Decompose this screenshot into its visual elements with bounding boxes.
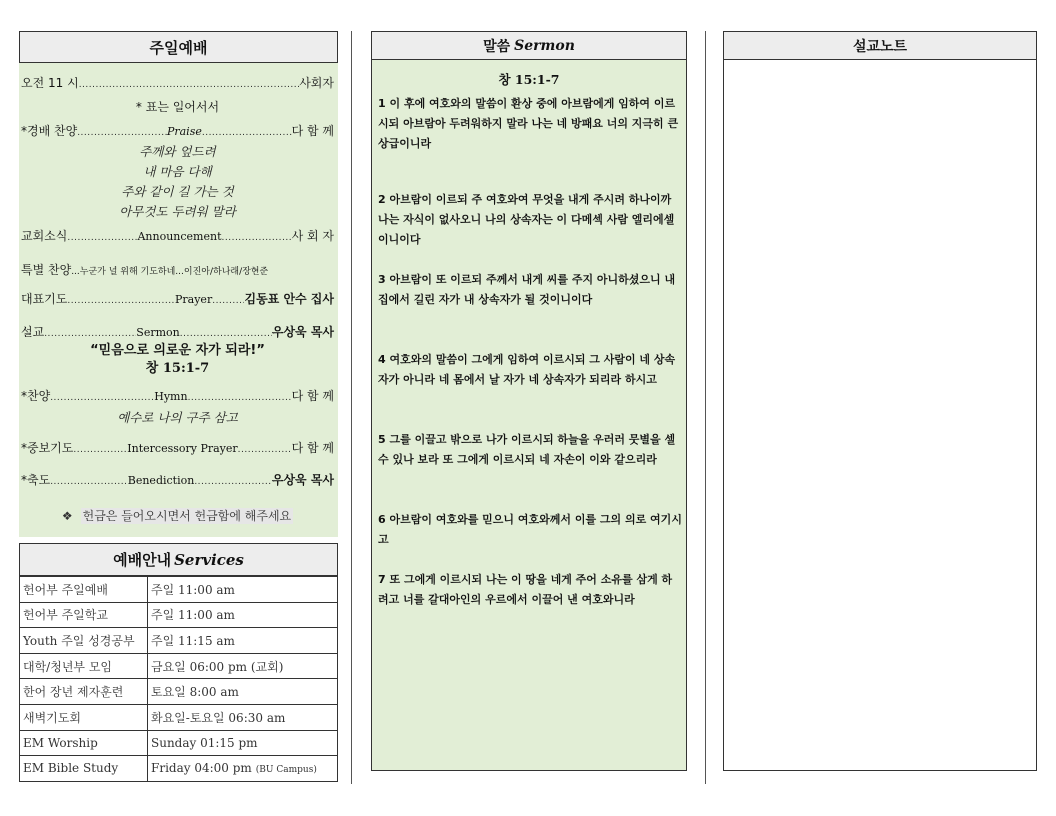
hymn-who: 다 함 께: [291, 389, 335, 403]
service-time-text: 주일 11:00 am: [151, 608, 235, 623]
service-time-text: 금요일 06:00 pm (교회): [151, 659, 284, 674]
verse-7: 7 또 그에게 이르시되 나는 이 땅을 네게 주어 소유를 삼게 하려고 너를 갈대아인의 우르에서 이끌어 낸 여호와니라: [378, 573, 673, 606]
service-row: [20, 577, 338, 603]
benediction-row: [21, 472, 334, 490]
service-time: [148, 628, 338, 654]
standing-note: * 표는 일어서서: [135, 100, 220, 114]
service-time-text: Sunday 01:15 pm: [151, 735, 258, 750]
sermon-panel: [371, 31, 687, 771]
service-time-text: 토요일 8:00 am: [151, 685, 239, 700]
prayer-label: 대표기도: [21, 292, 68, 306]
sermon-title: “믿음으로 의로운 자가 되라!”: [90, 343, 265, 358]
service-time-role: 사회자: [299, 76, 334, 90]
verse-3: 3 아브람이 또 이르되 주께서 내게 씨를 주지 아니하셨으니 내 집에서 길린 자가 내 상속자가 될 것이니이다: [378, 273, 676, 306]
service-name: 새벽기도회: [20, 704, 148, 730]
benediction-label: *축도: [21, 473, 51, 487]
announcement-en: Announcement: [137, 230, 222, 243]
service-time: [148, 602, 338, 628]
praise-row: [21, 123, 334, 141]
sermon-who: 우상욱 목사: [271, 325, 334, 339]
verse-1: 1 이 후에 여호와의 말씀이 환상 중에 아브람에게 임하여 이르시되 아브람아 두려워하지 말라 나는 네 방패요 너의 지극히 큰 상급이니라: [378, 97, 679, 150]
scripture-reference: 창 15:1-7: [498, 72, 560, 87]
prayer-row: [21, 291, 334, 309]
praise-who: 다 함 께: [291, 124, 335, 138]
sermon-reference: 창 15:1-7: [145, 361, 210, 376]
service-name: Youth 주일 성경공부: [20, 628, 148, 654]
intercession-row: [21, 440, 334, 458]
sermon-label: 설교: [21, 325, 45, 339]
diamond-bullet-icon: ❖: [61, 509, 73, 523]
praise-en: Praise: [166, 125, 202, 138]
hymn-row: [21, 388, 334, 406]
song-3: 주와 같이 길 가는 것: [121, 184, 234, 199]
sermon-en: Sermon: [136, 326, 180, 339]
service-name: 헌어부 주일학교: [20, 602, 148, 628]
hymn-en: Hymn: [154, 390, 188, 403]
verse-2: 2 아브람이 이르되 주 여호와여 무엇을 내게 주시려 하나이까 나는 자식이 없사오니 나의 상속자는 이 다메섹 사람 엘리에셀이니이다: [378, 193, 675, 246]
column-divider-right: [705, 31, 706, 784]
benediction-en: Benediction: [127, 474, 195, 487]
services-table: [19, 576, 338, 782]
special-song-row: 특별 찬양 ... 누군가 널 위해 기도하네...이진아/하나래/장현준: [21, 262, 334, 280]
services-title-en: Services: [174, 550, 244, 569]
service-time-text: Friday 04:00 pm: [151, 761, 252, 776]
worship-order-panel: [19, 31, 338, 537]
offering-text: 헌금은 들어오시면서 헌금함에 해주세요: [82, 509, 292, 523]
announcement-who: 사 회 자: [291, 229, 334, 243]
verse-6: 6 아브람이 여호와를 믿으니 여호와께서 이를 그의 의로 여기시고: [378, 513, 682, 546]
service-time-text: 주일 11:15 am: [151, 633, 235, 648]
sermon-row: [21, 324, 334, 342]
service-row: [20, 602, 338, 628]
service-row: [20, 679, 338, 705]
hymn-title: 예수로 나의 구주 삼고: [117, 410, 238, 425]
service-time: [148, 756, 338, 782]
verse-5: 5 그를 이끌고 밖으로 나가 이르시되 하늘을 우러러 뭇별을 셀 수 있나 보라 또 그에게 이르시되 네 자손이 이와 같으리라: [378, 433, 676, 466]
hymn-label: *찬양: [21, 389, 51, 403]
service-row: [20, 756, 338, 782]
prayer-who: 김동표 안수 집사: [244, 292, 334, 306]
special-song-label: 특별 찬양: [21, 263, 72, 277]
service-time: [148, 577, 338, 603]
service-time: [148, 653, 338, 679]
service-row: [20, 653, 338, 679]
prayer-en: Prayer: [175, 293, 213, 306]
intercession-label: *중보기도: [21, 441, 74, 455]
song-4: 아무것도 두려워 말라: [119, 204, 236, 219]
service-time-text: 화요일-토요일 06:30 am: [151, 710, 286, 725]
service-time-text: 주일 11:00 am: [151, 582, 235, 597]
service-time-note: (BU Campus): [255, 765, 317, 776]
offering-note: [21, 508, 334, 524]
service-name: 헌어부 주일예배: [20, 577, 148, 603]
intercession-who: 다 함 께: [291, 441, 334, 455]
special-song-detail: 누군가 널 위해 기도하네...이진아/하나래/장현준: [79, 267, 269, 277]
song-2: 내 마음 다해: [143, 164, 212, 179]
benediction-who: 우상욱 목사: [271, 473, 335, 487]
service-name: EM Worship: [20, 730, 148, 756]
service-name: 한어 장년 제자훈련: [20, 679, 148, 705]
sermon-panel-title-en: Sermon: [514, 37, 575, 54]
service-name: EM Bible Study: [20, 756, 148, 782]
service-time: 오전 11 시: [21, 76, 79, 90]
column-divider-left: [351, 31, 352, 784]
service-time-row: [21, 75, 334, 93]
service-time: [148, 679, 338, 705]
sermon-panel-title: [372, 32, 686, 60]
services-title: [19, 543, 338, 576]
sermon-notes-panel: [723, 31, 1037, 771]
service-time: [148, 704, 338, 730]
verse-4: 4 여호와의 말씀이 그에게 임하여 이르시되 그 사람이 네 상속자가 아니라 네 몸에서 날 자가 네 상속자가 되리라 하시고: [378, 353, 676, 386]
announcement-label: 교회소식: [21, 229, 68, 243]
service-row: [20, 628, 338, 654]
song-1: 주께와 엎드려: [139, 144, 216, 159]
service-name: 대학/청년부 모임: [20, 653, 148, 679]
announcement-row: [21, 228, 334, 246]
service-row: [20, 730, 338, 756]
intercession-en: Intercessory Prayer: [127, 442, 238, 455]
services-title-ko: 예배안내: [113, 551, 172, 569]
services-panel: [19, 543, 338, 782]
notes-title: 설교노트: [724, 32, 1036, 60]
sermon-panel-title-ko: 말씀: [483, 38, 511, 55]
service-time: [148, 730, 338, 756]
notes-area[interactable]: [724, 60, 1036, 770]
worship-title: 주일예배: [19, 31, 338, 63]
praise-label: *경배 찬양: [21, 124, 78, 138]
service-row: [20, 704, 338, 730]
